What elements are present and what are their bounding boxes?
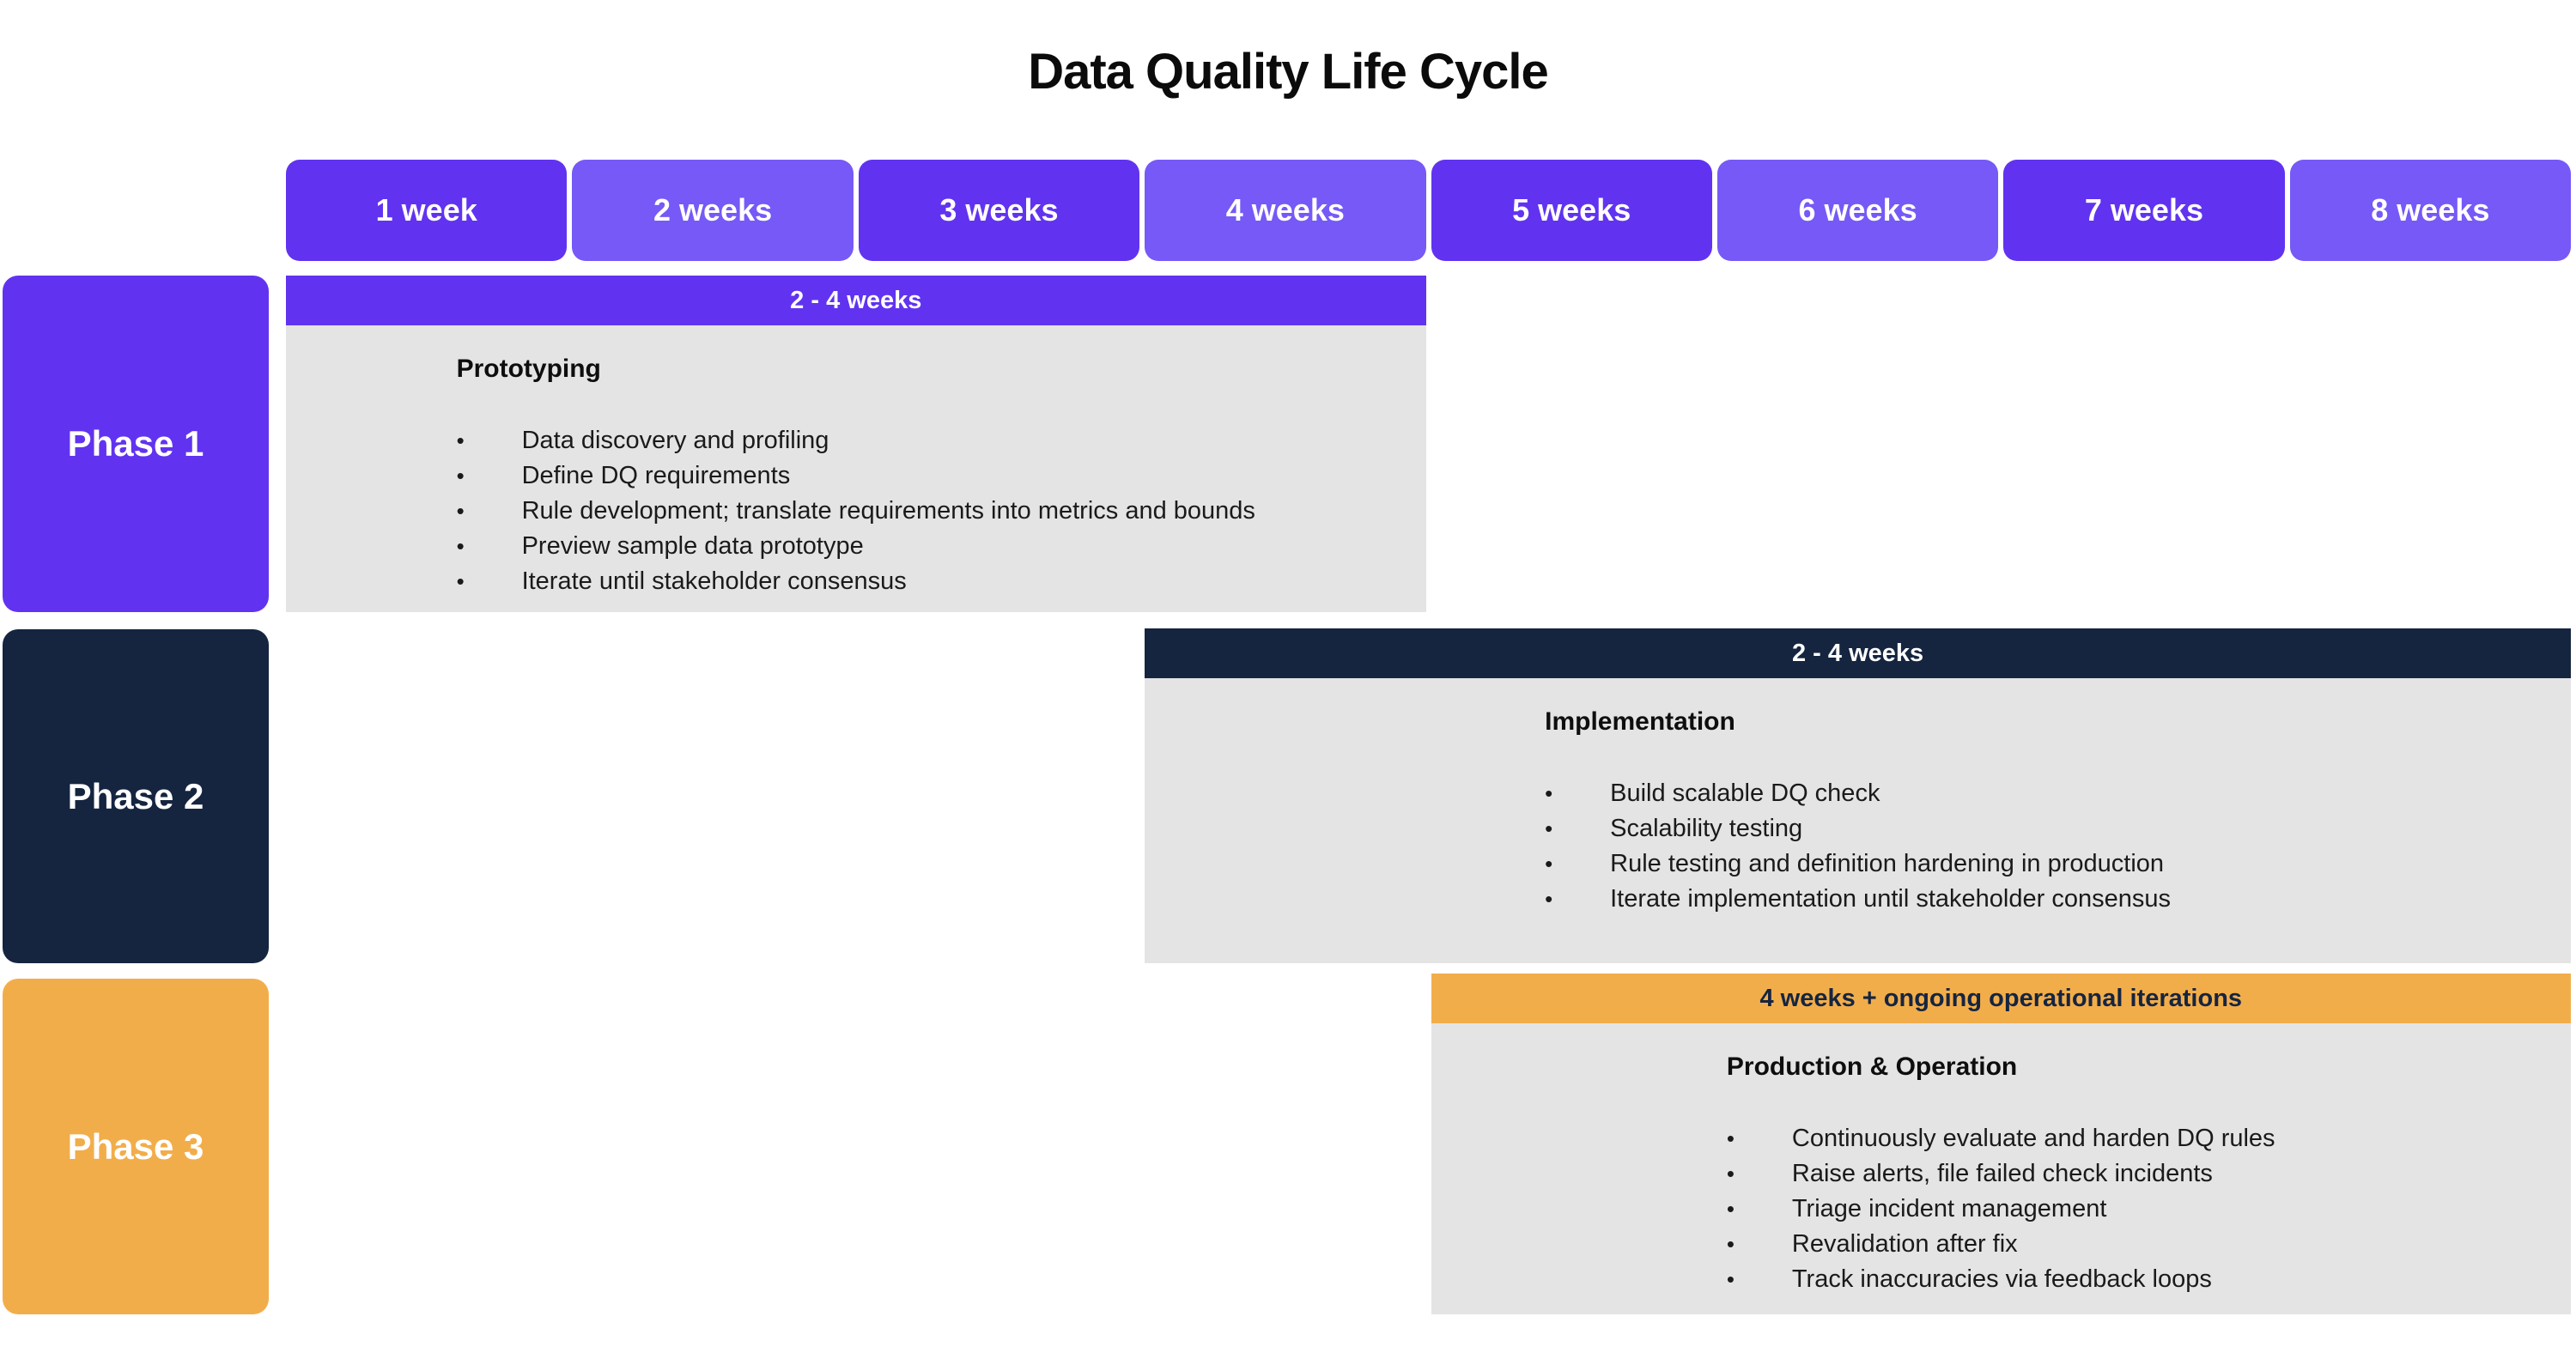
phase-label-1: Phase 1	[3, 276, 269, 612]
bullet-dot-icon: •	[1726, 1125, 1735, 1151]
phase-duration-bar-3: 4 weeks + ongoing operational iterations	[1431, 974, 2572, 1023]
bullet-text: Preview sample data prototype	[521, 532, 864, 560]
phase-label-3: Phase 3	[3, 979, 269, 1314]
phase-content-2	[1545, 707, 2171, 917]
week-header-1: 1 week	[286, 160, 567, 261]
phase-heading-2: Implementation	[1545, 707, 1735, 736]
bullet-dot-icon: •	[456, 498, 465, 524]
bullet-text: Rule development; translate requirements into metrics and bounds	[521, 497, 1255, 525]
phase-duration-bar-1: 2 - 4 weeks	[286, 276, 1426, 325]
phase-heading-3: Production & Operation	[1726, 1053, 2018, 1081]
phase-content-3	[1727, 1053, 2275, 1297]
bullet-dot-icon: •	[1545, 886, 1553, 912]
phase-duration-bar-2: 2 - 4 weeks	[1145, 628, 2571, 678]
bullet-item	[457, 458, 1255, 494]
bullet-item	[1545, 811, 2171, 846]
phase-task-box-3	[1431, 1023, 2572, 1314]
phase-content-1	[457, 355, 1255, 599]
week-header-3: 3 weeks	[859, 160, 1139, 261]
bullet-item	[1727, 1121, 2275, 1156]
bullet-text: Track inaccuracies via feedback loops	[1791, 1265, 2212, 1293]
bullet-text: Scalability testing	[1610, 815, 1803, 842]
bullet-text: Raise alerts, file failed check incidents	[1791, 1160, 2213, 1187]
bullet-item	[1545, 776, 2171, 811]
bullet-item	[457, 529, 1255, 564]
bullet-item	[1727, 1227, 2275, 1262]
bullet-dot-icon: •	[1545, 780, 1553, 806]
bullet-dot-icon: •	[1726, 1266, 1735, 1292]
bullet-item	[1545, 882, 2171, 917]
phase-task-box-1	[286, 325, 1426, 612]
phase-heading-1: Prototyping	[456, 355, 601, 383]
bullet-item	[1727, 1262, 2275, 1297]
bullet-text: Define DQ requirements	[521, 462, 791, 489]
timeline-header-row	[286, 160, 2571, 261]
bullet-text: Rule testing and definition hardening in production	[1610, 850, 2165, 877]
bullet-dot-icon: •	[1726, 1196, 1735, 1222]
bullet-dot-icon: •	[456, 568, 465, 594]
bullet-text: Iterate until stakeholder consensus	[521, 567, 907, 595]
week-header-4: 4 weeks	[1145, 160, 1425, 261]
bullet-item	[1727, 1156, 2275, 1192]
bullet-item	[1727, 1192, 2275, 1227]
bullet-dot-icon: •	[456, 463, 465, 488]
bullet-text: Triage incident management	[1791, 1195, 2107, 1222]
bullet-item	[457, 494, 1255, 529]
bullet-item	[457, 423, 1255, 458]
week-header-8: 8 weeks	[2290, 160, 2571, 261]
bullet-dot-icon: •	[1726, 1161, 1735, 1186]
phase-bullet-list-2	[1545, 776, 2171, 917]
bullet-dot-icon: •	[1545, 851, 1553, 877]
phase-bullet-list-3	[1727, 1121, 2275, 1297]
bullet-text: Data discovery and profiling	[521, 427, 829, 454]
week-header-5: 5 weeks	[1431, 160, 1712, 261]
diagram-title: Data Quality Life Cycle	[1028, 44, 1548, 100]
phase-bullet-list-1	[457, 423, 1255, 599]
phase-label-2: Phase 2	[3, 629, 269, 963]
phase-task-box-2	[1145, 678, 2571, 963]
bullet-dot-icon: •	[456, 533, 465, 559]
bullet-item	[457, 564, 1255, 599]
bullet-text: Revalidation after fix	[1791, 1230, 2018, 1258]
bullet-text: Continuously evaluate and harden DQ rules	[1791, 1125, 2275, 1152]
bullet-dot-icon: •	[1545, 816, 1553, 841]
bullet-dot-icon: •	[1726, 1231, 1735, 1257]
week-header-6: 6 weeks	[1717, 160, 1998, 261]
week-header-7: 7 weeks	[2003, 160, 2284, 261]
week-header-2: 2 weeks	[572, 160, 853, 261]
bullet-item	[1545, 846, 2171, 882]
bullet-dot-icon: •	[456, 428, 465, 453]
bullet-text: Iterate implementation until stakeholder consensus	[1610, 885, 2171, 913]
bullet-text: Build scalable DQ check	[1610, 780, 1880, 807]
